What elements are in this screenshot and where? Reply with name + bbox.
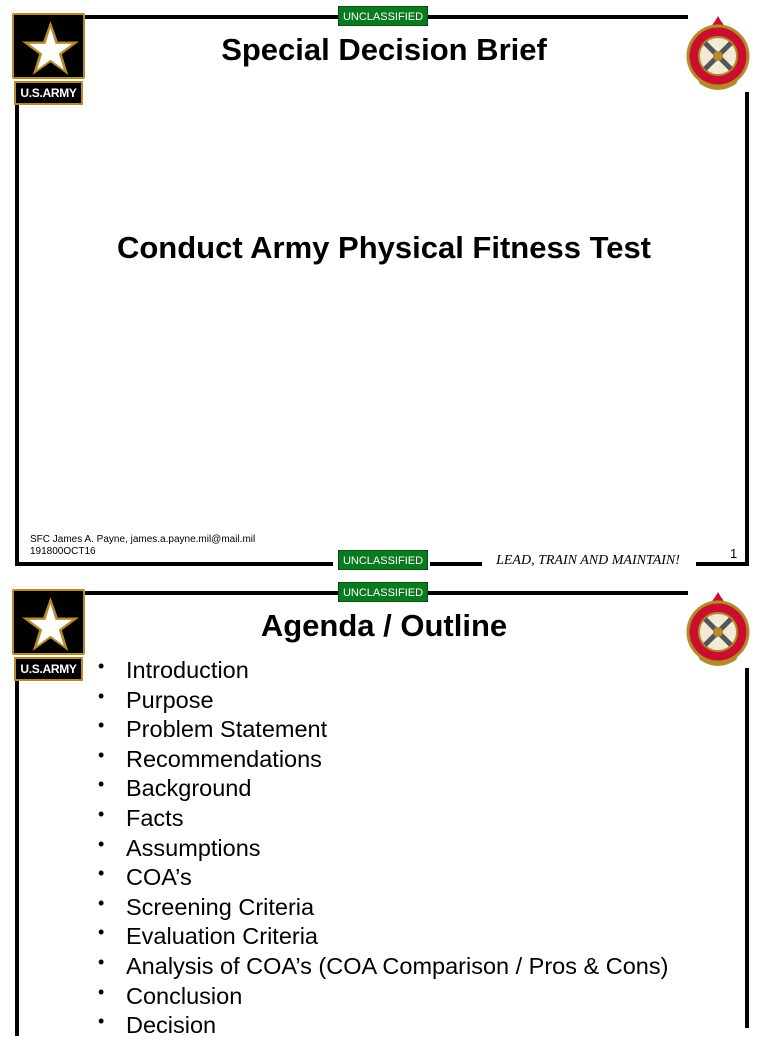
agenda-item-label: Introduction [126,657,249,683]
agenda-list [98,656,668,1041]
agenda-item-label: Evaluation Criteria [126,923,319,950]
slide-1-title: Special Decision Brief [221,32,547,67]
list-item: • COA’s [98,863,192,891]
agenda-item-label: Facts [126,804,184,831]
agenda-item-label: Recommendations [126,745,322,772]
agenda-item-label: Conclusion [126,982,243,1009]
list-item: • Conclusion [98,981,243,1009]
list-item: • Facts [98,803,184,831]
right-border [745,92,749,566]
list-item: • Recommendations [98,744,322,772]
agenda-item-label: Analysis of COA’s (COA Comparison / Pros & Cons) [126,952,669,979]
list-item: • Background [98,774,252,802]
agenda-item-label: Assumptions [126,834,261,861]
left-border [15,676,19,1036]
classification-badge-top: UNCLASSIFIED [338,6,428,26]
agenda-item-label: Purpose [126,686,214,713]
agenda-item-label: Screening Criteria [126,893,315,920]
bottom-border-mid [430,562,482,566]
motto: LEAD, TRAIN AND MAINTAIN! [484,552,692,570]
list-item: • Problem Statement [98,715,328,743]
classification-badge-top: UNCLASSIFIED [338,582,428,602]
slide-2 [0,576,768,1039]
page-number: 1 [730,546,738,561]
list-item: • Analysis of COA’s (COA Comparison / Pros & Cons) [98,951,669,979]
list-item: • Purpose [98,685,214,713]
list-item: • Screening Criteria [98,892,315,920]
classification-badge-bottom: UNCLASSIFIED [338,550,428,570]
date-time-group: 191800OCT16 [30,546,96,557]
bottom-border-left [15,562,333,566]
list-item: • Introduction [98,656,249,683]
right-border [745,668,749,1028]
agenda-item-label: Background [126,775,252,802]
agenda-item-label: Problem Statement [126,716,328,743]
army-logo-label: U.S.ARMY [14,657,83,681]
agenda-item-label: COA’s [126,864,192,891]
left-border [15,100,19,566]
author-line: SFC James A. Payne, james.a.payne.mil@mail.mil [30,534,256,545]
slide-1-subtitle: Conduct Army Physical Fitness Test [116,230,652,265]
army-logo-label: U.S.ARMY [14,81,83,105]
list-item: • Evaluation Criteria [98,922,319,950]
agenda-item-label: Decision [126,1012,217,1039]
bottom-border-right [696,562,749,566]
author-block [30,534,255,558]
list-item: • Decision [98,1011,217,1039]
slide-2-title: Agenda / Outline [260,608,508,643]
list-item: • Assumptions [98,833,261,861]
